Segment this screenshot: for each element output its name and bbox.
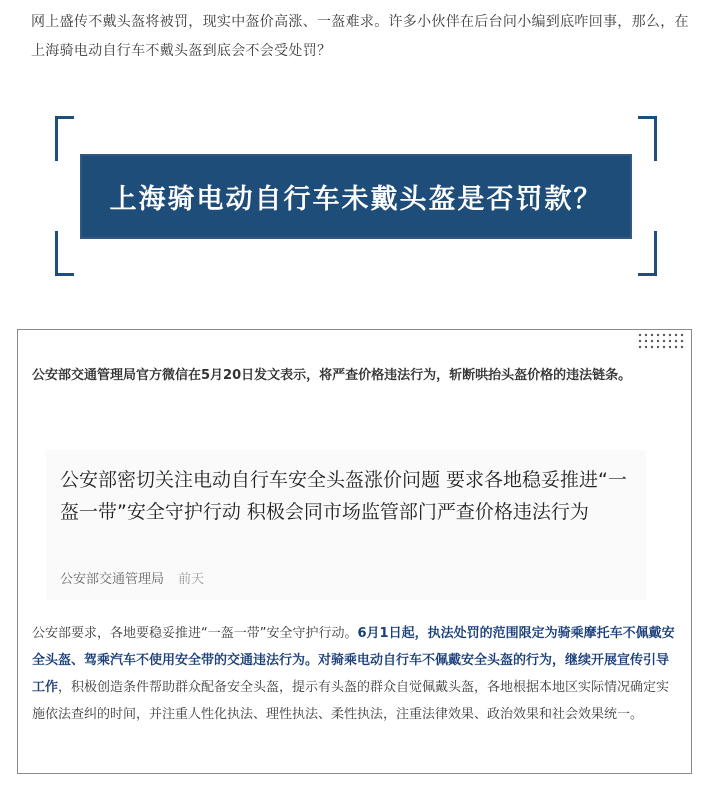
body-part-2: ，积极创造条件帮助群众配备安全头盔，提示有头盔的群众自觉佩戴头盔，各地根据本地区实际情况确定实施依法查纠的时间，并注重人性化执法、理性执法、柔性执法，注重法律效果、政治效果和社会效果统一。 [32,680,670,722]
dots-decoration-icon [637,332,685,350]
banner-title: 上海骑电动自行车未戴头盔是否罚款？ [109,184,603,215]
intro-paragraph: 网上盛传不戴头盔将被罚，现实中盔价高涨、一盔难求。许多小伙伴在后台问小编到底咋回事，那么，在上海骑电动自行车不戴头盔到底会不会受处罚？ [31,14,689,59]
news-time: 前天 [178,572,205,587]
article-body [32,620,680,728]
news-meta [60,568,204,587]
news-source: 公安部交通管理局 [60,572,165,587]
frame-corner-top-left [55,116,74,161]
article-card [17,329,692,774]
news-screenshot[interactable] [46,450,646,600]
frame-corner-top-right [638,116,657,161]
news-title: 公安部密切关注电动自行车安全头盔涨价问题 要求各地稳妥推进“一盔一带”安全守护行动 积极会同市场监管部门严查价格违法行为 [60,469,627,523]
body-highlight: 6月1日起，执法处罚的范围限定为骑乘摩托车不佩戴安全头盔、驾乘汽车不使用安全带的交通违法行为。对骑乘电动自行车不佩戴安全头盔的行为，继续开展宣传引导工作 [32,626,675,695]
frame-corner-bottom-right [638,231,657,276]
notice-text: 公安部交通管理局官方微信在5月20日发文表示，将严查价格违法行为，斩断哄抬头盔价格的违法链条。 [32,368,632,383]
frame-corner-bottom-left [55,231,74,276]
title-banner [80,154,632,239]
title-banner-frame [55,116,657,276]
body-part-1: 公安部要求，各地要稳妥推进“一盔一带”安全守护行动。 [32,626,358,641]
